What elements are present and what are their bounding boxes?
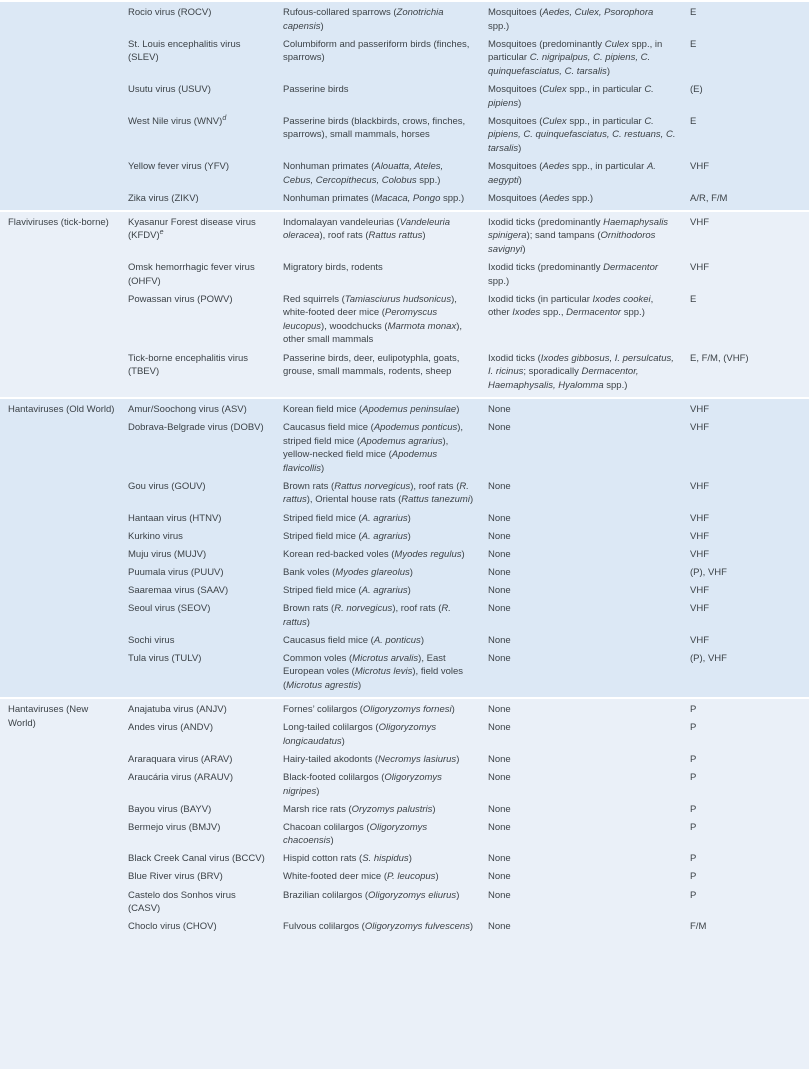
vector-cell: None	[488, 871, 511, 883]
vector-cell: None	[488, 566, 511, 578]
disease-code-cell: VHF	[690, 634, 709, 646]
disease-code-cell: E	[690, 115, 697, 127]
host-reservoir-cell: Black-footed colilargos (Oligoryzomys nigripes)	[283, 771, 442, 797]
vector-cell: None	[488, 584, 511, 596]
table-row	[128, 801, 809, 819]
table-row	[128, 850, 809, 868]
table-row	[128, 868, 809, 886]
group-label: Flaviviruses (tick-borne)	[8, 216, 109, 228]
disease-code-cell: VHF	[690, 584, 709, 596]
disease-code-cell: P	[690, 704, 697, 716]
disease-code-cell: VHF	[690, 421, 709, 433]
vector-cell: Mosquitoes (Aedes spp.)	[488, 192, 594, 204]
vector-cell: None	[488, 634, 511, 646]
group-label-cell	[0, 214, 128, 395]
group-label-cell	[0, 4, 128, 208]
host-reservoir-cell: Passerine birds (blackbirds, crows, finches, sparrows), small mammals, horses	[283, 115, 466, 141]
vector-cell: Mosquitoes (Aedes, Culex, Psorophora spp.)	[488, 7, 654, 32]
virus-name-cell: Bayou virus (BAYV)	[128, 803, 212, 815]
virus-name-cell: Seoul virus (SEOV)	[128, 602, 211, 614]
table-row	[128, 769, 809, 801]
table-row	[128, 650, 809, 695]
vector-cell: None	[488, 480, 511, 492]
disease-code-cell: VHF	[690, 602, 709, 614]
host-reservoir-cell: White-footed deer mice (P. leucopus)	[283, 871, 439, 883]
table-row	[128, 632, 809, 650]
host-reservoir-cell: Brown rats (Rattus norvegicus), roof rats (R. rattus), Oriental house rats (Rattus tanezumi)	[283, 480, 474, 506]
vector-cell: Ixodid ticks (in particular Ixodes cookei, other Ixodes spp., Dermacentor spp.)	[488, 293, 654, 319]
virus-name-cell: Tick-borne encephalitis virus (TBEV)	[128, 352, 249, 378]
virus-name-cell: Yellow fever virus (YFV)	[128, 160, 230, 172]
host-reservoir-cell: Korean field mice (Apodemus peninsulae)	[283, 403, 460, 415]
host-reservoir-cell: Bank voles (Myodes glareolus)	[283, 566, 413, 578]
virus-name-cell: Bermejo virus (BMJV)	[128, 821, 221, 833]
vector-cell: None	[488, 853, 511, 865]
disease-code-cell: P	[690, 753, 697, 765]
disease-code-cell: E	[690, 293, 697, 305]
vector-cell: Mosquitoes (Aedes spp., in particular A. aegypti)	[488, 160, 656, 186]
table-row	[128, 719, 809, 751]
disease-code-cell: VHF	[690, 216, 709, 228]
virus-name-cell: Omsk hemorrhagic fever virus (OHFV)	[128, 262, 255, 287]
host-reservoir-cell: Long-tailed colilargos (Oligoryzomys longicaudatus)	[283, 722, 437, 747]
table-row	[128, 600, 809, 632]
host-reservoir-cell: Caucasus field mice (A. ponticus)	[283, 634, 424, 646]
virus-name-cell: Sochi virus	[128, 634, 175, 646]
vector-cell: None	[488, 652, 511, 664]
disease-code-cell: P	[690, 722, 697, 734]
virus-name-cell: West Nile virus (WNV)$^d$	[128, 114, 227, 127]
vector-cell: Ixodid ticks (predominantly Dermacentor spp.)	[488, 262, 659, 287]
vector-cell: None	[488, 753, 511, 765]
virus-name-cell: Andes virus (ANDV)	[128, 722, 213, 734]
virus-name-cell: Gou virus (GOUV)	[128, 480, 206, 492]
vector-cell: None	[488, 403, 511, 415]
vector-cell: None	[488, 512, 511, 524]
vector-cell: None	[488, 889, 511, 901]
virus-name-cell: Tula virus (TULV)	[128, 652, 202, 664]
host-reservoir-cell: Common voles (Microtus arvalis), East European voles (Microtus levis), field voles (Microtus agrestis)	[283, 652, 464, 691]
host-reservoir-cell: Fornes’ colilargos (Oligoryzomys fornesi)	[283, 704, 455, 716]
host-reservoir-cell: Red squirrels (Tamiasciurus hudsonicus), white-footed deer mice (Peromyscus leucopus), woodchucks (Marmota monax), other small mammals	[283, 293, 463, 346]
vector-cell: None	[488, 921, 511, 933]
vector-cell: None	[488, 704, 511, 716]
disease-code-cell: P	[690, 871, 697, 883]
table-row	[128, 419, 809, 478]
host-reservoir-cell: Brazilian colilargos (Oligoryzomys eliurus)	[283, 889, 460, 901]
vector-cell: None	[488, 421, 511, 433]
virus-name-cell: Black Creek Canal virus (BCCV)	[128, 853, 265, 865]
host-reservoir-cell: Striped field mice (A. agrarius)	[283, 530, 411, 542]
host-reservoir-cell: Passerine birds	[283, 83, 349, 95]
virus-name-cell: Kurkino virus	[128, 530, 183, 542]
disease-code-cell: VHF	[690, 403, 709, 415]
disease-code-cell: P	[690, 889, 697, 901]
host-reservoir-cell: Migratory birds, rodents	[283, 262, 383, 273]
table-row	[128, 190, 809, 208]
disease-code-cell: VHF	[690, 548, 709, 560]
virus-name-cell: Puumala virus (PUUV)	[128, 566, 224, 578]
table-row	[128, 819, 809, 851]
table-row	[128, 918, 809, 936]
table-row	[128, 528, 809, 546]
table-section	[0, 699, 809, 1069]
vector-cell: None	[488, 530, 511, 542]
table-row	[128, 564, 809, 582]
table-row	[128, 350, 809, 395]
table-row	[128, 4, 809, 36]
virus-name-cell: Castelo dos Sonhos virus (CASV)	[128, 889, 236, 915]
group-label: Hantaviruses (New World)	[8, 704, 89, 729]
vector-cell: None	[488, 771, 511, 783]
host-reservoir-cell: Columbiform and passeriform birds (finches, sparrows)	[283, 38, 470, 64]
vector-cell: None	[488, 548, 511, 560]
disease-code-cell: P	[690, 771, 697, 783]
table-row	[128, 751, 809, 769]
vector-cell: Ixodid ticks (predominantly Haemaphysalis spinigera); sand tampans (Ornithodoros savignyi)	[488, 216, 669, 255]
table-section	[0, 212, 809, 397]
virus-name-cell: Araucária virus (ARAUV)	[128, 771, 234, 783]
group-label-cell	[0, 701, 128, 1067]
vector-cell: None	[488, 602, 511, 614]
disease-code-cell: VHF	[690, 160, 709, 172]
host-reservoir-cell: Korean red-backed voles (Myodes regulus)	[283, 548, 465, 560]
host-reservoir-cell: Hispid cotton rats (S. hispidus)	[283, 853, 412, 865]
disease-code-cell: VHF	[690, 480, 709, 492]
disease-code-cell: VHF	[690, 530, 709, 542]
disease-code-cell: (E)	[690, 83, 703, 95]
vector-cell: Ixodid ticks (Ixodes gibbosus, I. persulcatus, I. ricinus; sporadically Dermacentor, Haemaphysalis, Hyalomma spp.)	[488, 352, 674, 391]
vector-cell: Mosquitoes (predominantly Culex spp., in particular C. nigripalpus, C. pipiens, C. quinquefasciatus, C. tarsalis)	[488, 38, 663, 77]
host-reservoir-cell: Hairy-tailed akodonts (Necromys lasiurus)	[283, 753, 460, 765]
table-row	[128, 214, 809, 259]
table-row	[128, 701, 809, 719]
virus-name-cell: Rocio virus (ROCV)	[128, 7, 212, 18]
disease-code-cell: VHF	[690, 262, 709, 273]
host-reservoir-cell: Caucasus field mice (Apodemus ponticus), striped field mice (Apodemus agrarius), yellow-necked field mice (Apodemus flavicollis)	[283, 421, 464, 474]
host-reservoir-cell: Fulvous colilargos (Oligoryzomys fulvescens)	[283, 921, 474, 933]
disease-code-cell: (P), VHF	[690, 652, 727, 664]
virus-name-cell: Amur/Soochong virus (ASV)	[128, 403, 247, 415]
table-row	[128, 259, 809, 291]
disease-code-cell: E	[690, 38, 697, 50]
disease-code-cell: P	[690, 821, 697, 833]
virus-name-cell: Kyasanur Forest disease virus (KFDV)$^e$	[128, 216, 256, 242]
section-rows	[128, 401, 809, 695]
disease-code-cell: A/R, F/M	[690, 192, 728, 204]
table-row	[128, 582, 809, 600]
virus-name-cell: Hantaan virus (HTNV)	[128, 512, 222, 524]
group-label: Hantaviruses (Old World)	[8, 403, 115, 415]
host-reservoir-cell: Striped field mice (A. agrarius)	[283, 584, 411, 596]
table-row	[128, 81, 809, 113]
section-rows	[128, 701, 809, 1067]
disease-code-cell: (P), VHF	[690, 566, 727, 578]
host-reservoir-cell: Chacoan colilargos (Oligoryzomys chacoensis)	[283, 821, 428, 847]
virus-name-cell: Blue River virus (BRV)	[128, 871, 223, 883]
host-reservoir-cell: Nonhuman primates (Macaca, Pongo spp.)	[283, 192, 465, 204]
virus-name-cell: Dobrava-Belgrade virus (DOBV)	[128, 421, 264, 433]
host-reservoir-cell: Indomalayan vandeleurias (Vandeleuria oleracea), roof rats (Rattus rattus)	[283, 216, 451, 242]
host-reservoir-cell: Passerine birds, deer, eulipotyphla, goats, grouse, small mammals, rodents, sheep	[283, 352, 460, 378]
virus-name-cell: Zika virus (ZIKV)	[128, 192, 199, 204]
table-row	[128, 478, 809, 510]
virus-name-cell: Anajatuba virus (ANJV)	[128, 704, 227, 716]
vector-cell: None	[488, 722, 511, 734]
host-reservoir-cell: Brown rats (R. norvegicus), roof rats (R. rattus)	[283, 602, 451, 628]
section-rows	[128, 4, 809, 208]
table-row	[128, 887, 809, 919]
disease-code-cell: F/M	[690, 921, 707, 933]
group-label-cell	[0, 401, 128, 695]
virus-name-cell: Choclo virus (CHOV)	[128, 921, 217, 933]
virus-name-cell: Powassan virus (POWV)	[128, 293, 233, 305]
table-row	[128, 291, 809, 350]
virus-name-cell: Araraquara virus (ARAV)	[128, 753, 233, 765]
section-rows	[128, 214, 809, 395]
vector-cell: Mosquitoes (Culex spp., in particular C. pipiens, C. quinquefasciatus, C. restuans, C. tarsalis)	[488, 115, 676, 154]
disease-code-cell: P	[690, 803, 697, 815]
table-row	[128, 401, 809, 419]
table-row	[128, 113, 809, 158]
host-reservoir-cell: Striped field mice (A. agrarius)	[283, 512, 411, 524]
table-row	[128, 36, 809, 81]
virus-name-cell: Muju virus (MUJV)	[128, 548, 207, 560]
disease-code-cell: P	[690, 853, 697, 865]
virus-name-cell: Saaremaa virus (SAAV)	[128, 584, 229, 596]
disease-code-cell: VHF	[690, 512, 709, 524]
vector-cell: None	[488, 821, 511, 833]
disease-code-cell: E, F/M, (VHF)	[690, 352, 749, 364]
vector-cell: Mosquitoes (Culex spp., in particular C. pipiens)	[488, 83, 654, 109]
host-reservoir-cell: Nonhuman primates (Alouatta, Ateles, Cebus, Cercopithecus, Colobus spp.)	[283, 160, 444, 186]
host-reservoir-cell: Marsh rice rats (Oryzomys palustris)	[283, 803, 436, 815]
table-row	[128, 158, 809, 190]
vector-cell: None	[488, 803, 511, 815]
table-section	[0, 399, 809, 697]
disease-code-cell: E	[690, 7, 697, 18]
table-row	[128, 546, 809, 564]
virus-table	[0, 2, 809, 1069]
virus-name-cell: St. Louis encephalitis virus (SLEV)	[128, 38, 241, 64]
table-row	[128, 510, 809, 528]
table-section	[0, 2, 809, 210]
host-reservoir-cell: Rufous-collared sparrows (Zonotrichia capensis)	[283, 7, 444, 32]
virus-name-cell: Usutu virus (USUV)	[128, 83, 211, 95]
